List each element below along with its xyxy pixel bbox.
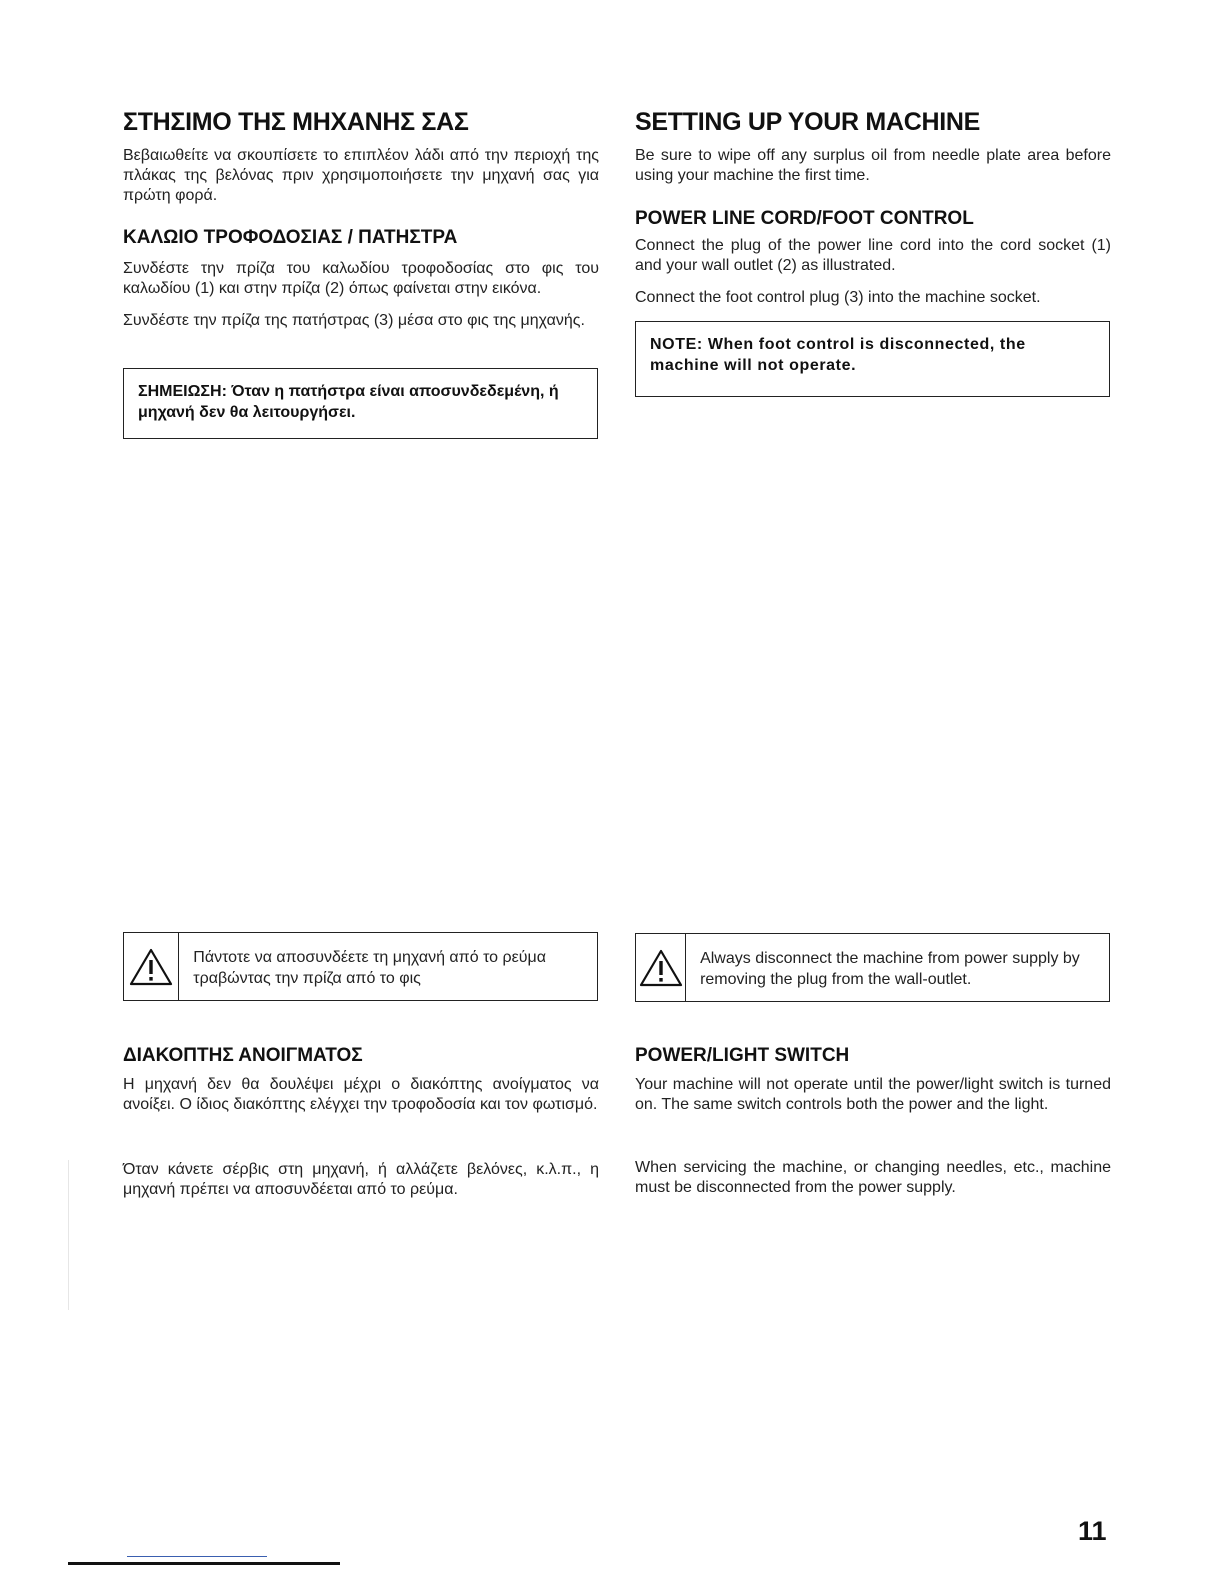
english-switch-paragraph-1: Your machine will not operate until the power/light switch is turned on. The same switch controls both the power and the light. [635, 1076, 1111, 1113]
english-cord-heading: POWER LINE CORD/FOOT CONTROL [635, 208, 974, 229]
greek-warning-icon-cell [124, 933, 179, 1000]
english-switch-heading: POWER/LIGHT SWITCH [635, 1045, 850, 1066]
greek-switch-paragraph-1: Η μηχανή δεν θα δουλέψει μέχρι ο διακόπτης ανοίγματος να ανοίξει. Ο ίδιος διακόπτης ελέγχει την τροφοδοσία και τον φωτισμό. [123, 1076, 599, 1113]
greek-cord-paragraph-2: Συνδέστε την πρίζα της πατήστρας (3) μέσα στο φις της μηχανής. [123, 312, 585, 329]
english-cord-paragraph-1: Connect the plug of the power line cord into the cord socket (1) and your wall outlet (2) as illustrated. [635, 237, 1111, 274]
english-warning-box [635, 933, 1110, 1002]
bottom-rule [68, 1562, 340, 1565]
greek-note-box: ΣΗΜΕΙΩΣΗ: Όταν η πατήστρα είναι αποσυνδεδεμένη, ή μηχανή δεν θα λειτουργήσει. [123, 368, 598, 439]
greek-switch-heading: ΔΙΑΚΟΠΤΗΣ ΑΝΟΙΓΜΑΤΟΣ [123, 1045, 363, 1066]
warning-triangle-icon [129, 948, 173, 986]
greek-title: ΣΤΗΣΙΜΟ ΤΗΣ ΜΗΧΑΝΗΣ ΣΑΣ [123, 108, 469, 136]
greek-warning-box [123, 932, 598, 1001]
greek-cord-paragraph-1: Συνδέστε την πρίζα του καλωδίου τροφοδοσίας στο φις του καλωδίου (1) και στην πρίζα (2) όπως φαίνεται στην εικόνα. [123, 260, 599, 297]
greek-switch-paragraph-2: Όταν κάνετε σέρβις στη μηχανή, ή αλλάζετε βελόνες, κ.λ.π., η μηχανή πρέπει να αποσυνδέεται από το ρεύμα. [123, 1161, 599, 1198]
greek-cord-heading: ΚΑΛΩΙΟ ΤΡΟΦΟΔΟΣΙΑΣ / ΠΑΤΗΣΤΡΑ [123, 227, 458, 248]
english-intro: Be sure to wipe off any surplus oil from needle plate area before using your machine the first time. [635, 147, 1111, 184]
greek-intro: Βεβαιωθείτε να σκουπίσετε το επιπλέον λάδι από την περιοχή της πλάκας της βελόνας πριν χρησιμοποιήσετε την μηχανή σας για πρώτη φορά. [123, 147, 599, 204]
english-switch-paragraph-2: When servicing the machine, or changing needles, etc., machine must be disconnected from the power supply. [635, 1159, 1111, 1196]
page-number: 11 [1078, 1516, 1107, 1546]
scan-edge-line [68, 1160, 69, 1310]
greek-warning-text: Πάντοτε να αποσυνδέετε τη μηχανή από το ρεύμα τραβώντας την πρίζα από το φις [193, 949, 546, 987]
english-warning-text: Always disconnect the machine from power supply by removing the plug from the wall-outlet. [700, 950, 1080, 988]
english-note-box: NOTE: When foot control is disconnected, the machine will not operate. [635, 321, 1110, 397]
english-warning-icon-cell [636, 934, 686, 1001]
english-title: SETTING UP YOUR MACHINE [635, 108, 980, 136]
bottom-blue-rule [127, 1556, 267, 1557]
warning-triangle-icon [639, 949, 683, 987]
english-cord-paragraph-2: Connect the foot control plug (3) into the machine socket. [635, 289, 1041, 306]
